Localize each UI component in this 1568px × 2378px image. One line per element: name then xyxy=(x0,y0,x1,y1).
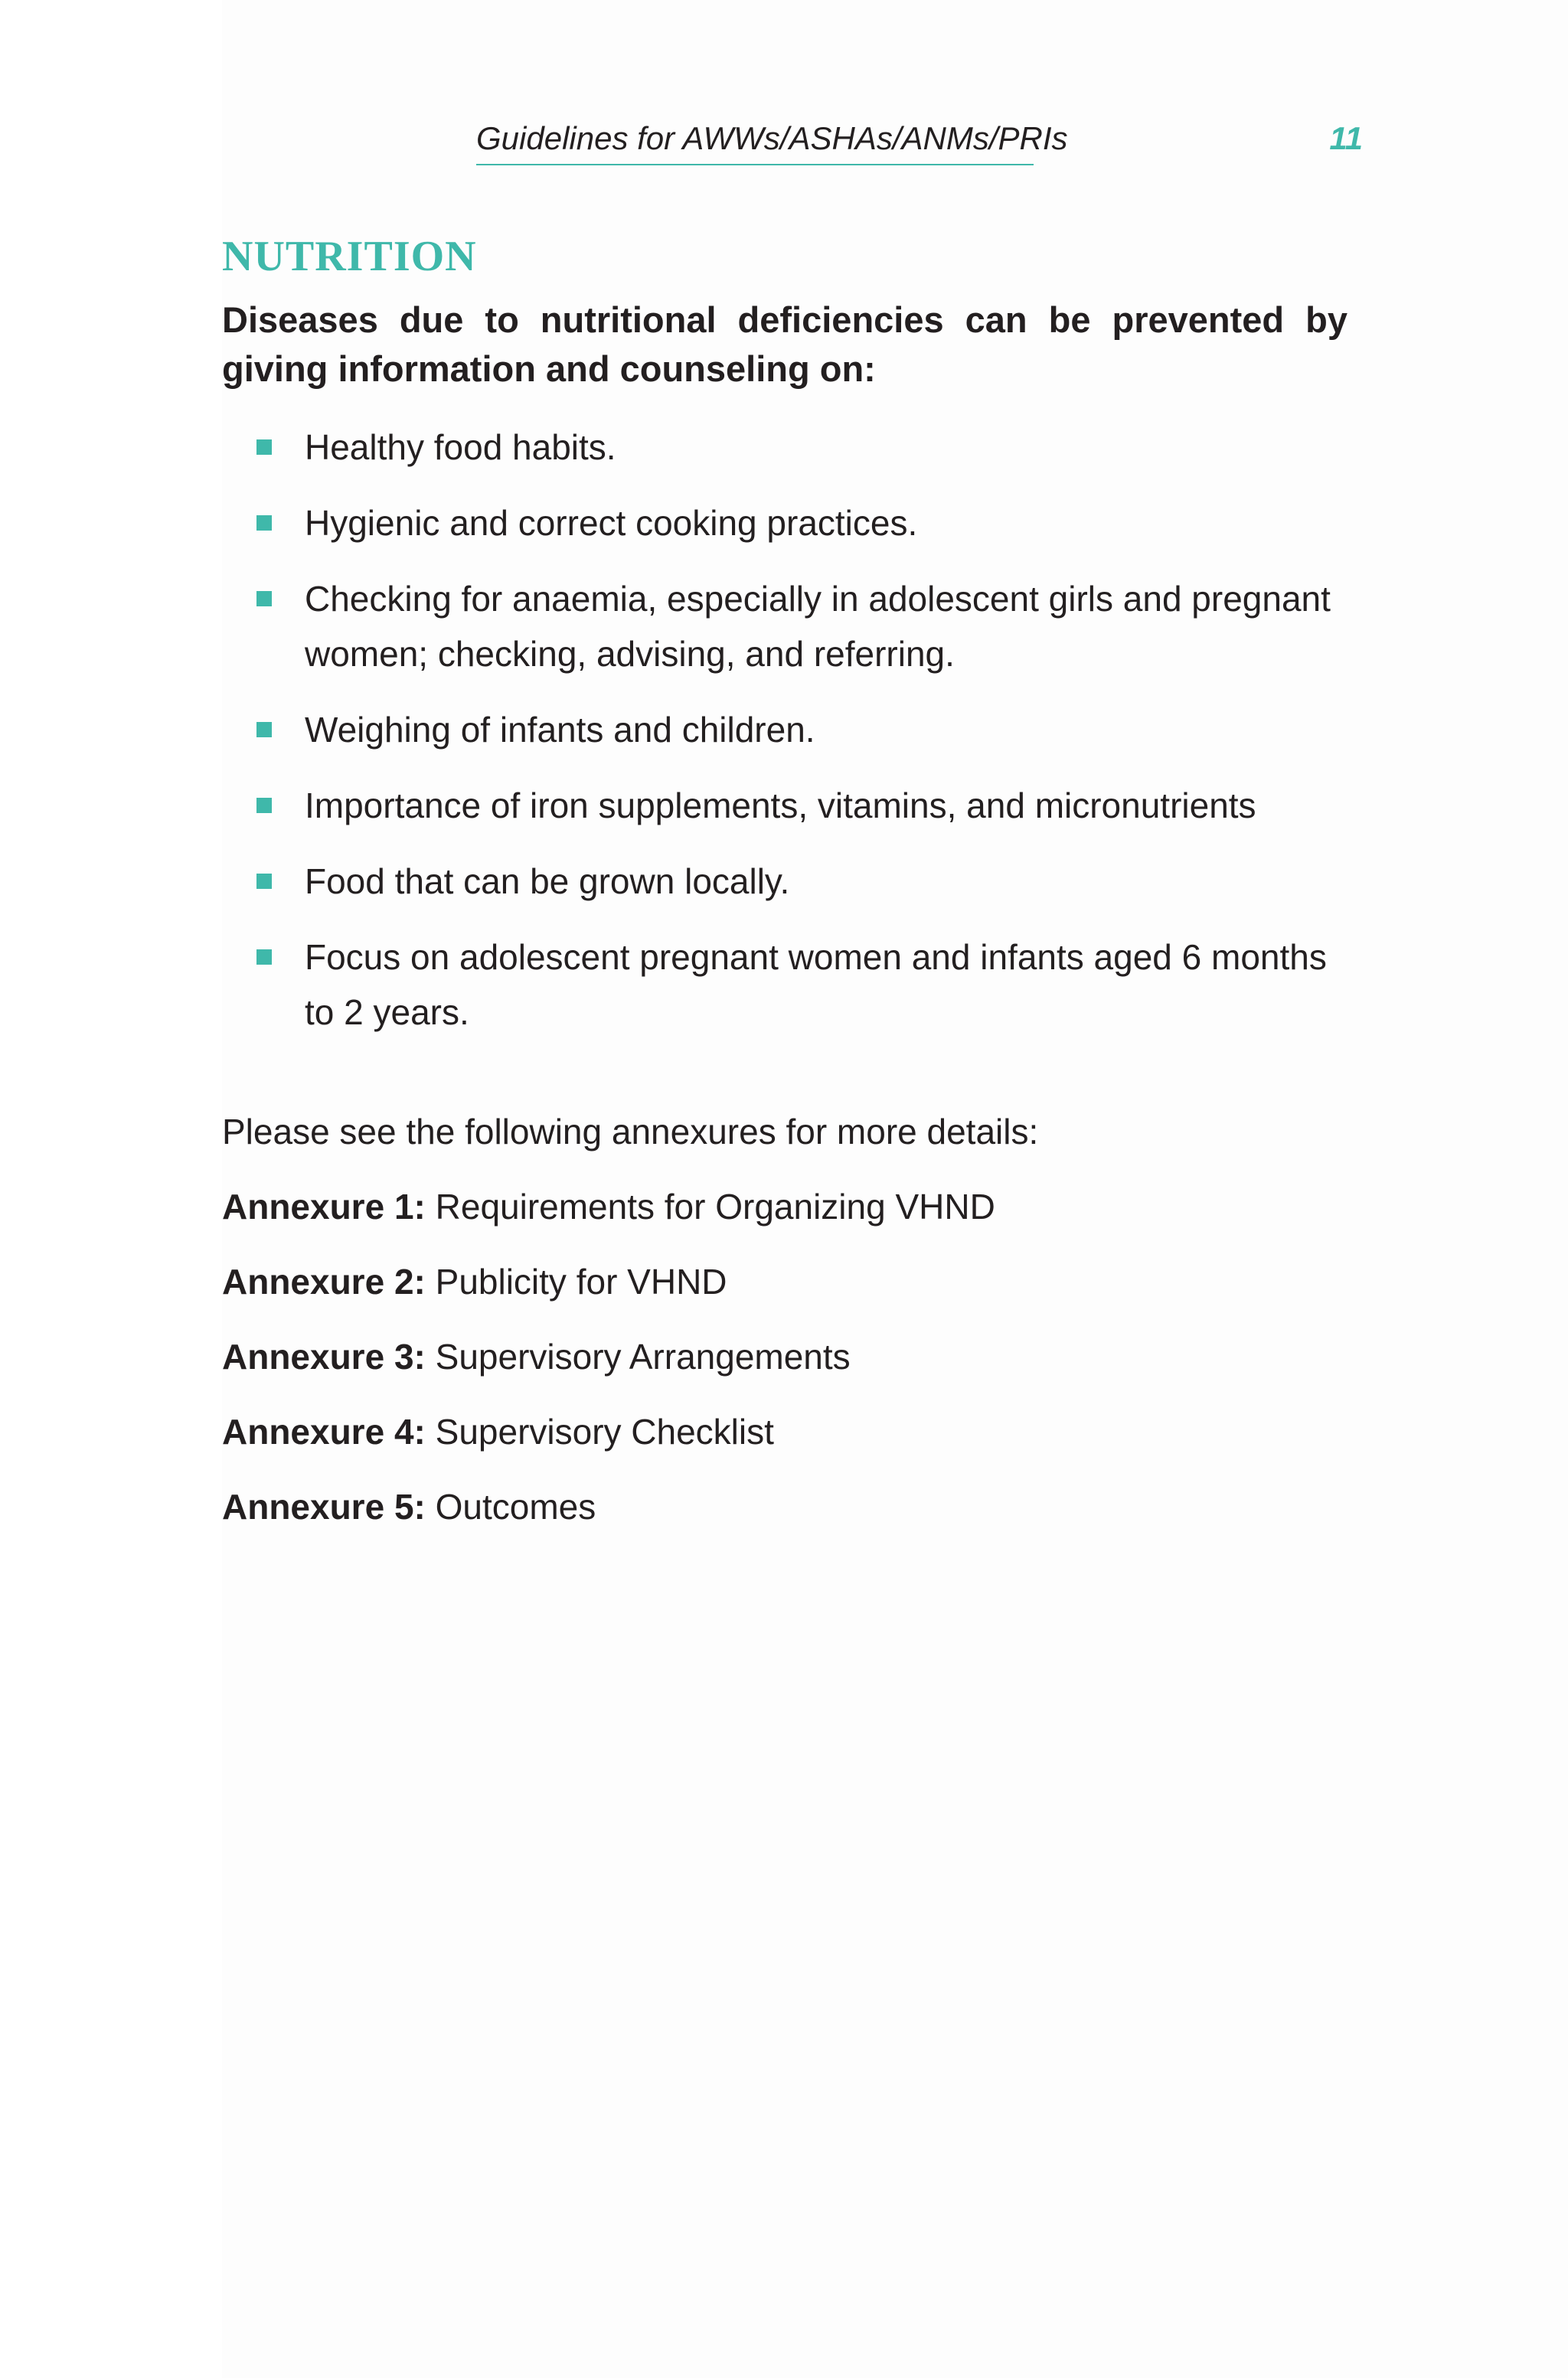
bullet-text: Healthy food habits. xyxy=(305,427,616,467)
annexure-row xyxy=(222,1334,1355,1380)
annexure-row xyxy=(222,1184,1355,1230)
annexure-title: Publicity for VHND xyxy=(435,1262,727,1302)
bullet-item xyxy=(222,495,1355,550)
bullet-item xyxy=(222,929,1355,1040)
annexure-title: Requirements for Organizing VHND xyxy=(435,1187,995,1227)
bullet-text: Importance of iron supplements, vitamins, and micronutrients xyxy=(305,786,1256,825)
annexure-title: Outcomes xyxy=(435,1487,596,1527)
bullet-item xyxy=(222,702,1355,757)
square-bullet-icon xyxy=(256,798,272,813)
annexure-row xyxy=(222,1259,1355,1305)
bullet-text: Checking for anaemia, especially in adolescent girls and pregnant women; checking, advising, and referring. xyxy=(305,579,1331,674)
square-bullet-icon xyxy=(256,949,272,965)
annexure-title: Supervisory Checklist xyxy=(435,1412,774,1452)
annexure-intro: Please see the following annexures for more details: xyxy=(222,1112,1039,1151)
square-bullet-icon xyxy=(256,515,272,531)
page-number: 11 xyxy=(1329,120,1363,156)
section-title: NUTRITION xyxy=(222,233,477,280)
square-bullet-icon xyxy=(256,874,272,889)
bullet-text: Food that can be grown locally. xyxy=(305,861,790,901)
annexure-list xyxy=(222,1184,1355,1559)
annexure-label: Annexure 3: xyxy=(222,1337,426,1377)
bullet-item xyxy=(222,854,1355,909)
bullet-text: Hygienic and correct cooking practices. xyxy=(305,503,918,543)
bullet-item xyxy=(222,420,1355,475)
bullet-item xyxy=(222,571,1355,681)
square-bullet-icon xyxy=(256,722,272,737)
annexure-label: Annexure 2: xyxy=(222,1262,426,1302)
bullet-text: Weighing of infants and children. xyxy=(305,710,815,750)
nutrition-bullet-list xyxy=(222,420,1355,1060)
annexure-label: Annexure 5: xyxy=(222,1487,426,1527)
running-header-title: Guidelines for AWWs/ASHAs/ANMs/PRIs xyxy=(476,118,1034,165)
square-bullet-icon xyxy=(256,591,272,606)
square-bullet-icon xyxy=(256,439,272,455)
section-intro: Diseases due to nutritional deficiencies can be prevented by giving information and counseling on: xyxy=(222,299,1348,389)
annexure-title: Supervisory Arrangements xyxy=(435,1337,851,1377)
bullet-text: Focus on adolescent pregnant women and infants aged 6 months to 2 years. xyxy=(305,937,1327,1032)
annexure-label: Annexure 4: xyxy=(222,1412,426,1452)
annexure-label: Annexure 1: xyxy=(222,1187,426,1227)
annexure-row xyxy=(222,1484,1355,1530)
bullet-item xyxy=(222,778,1355,833)
annexure-row xyxy=(222,1409,1355,1455)
